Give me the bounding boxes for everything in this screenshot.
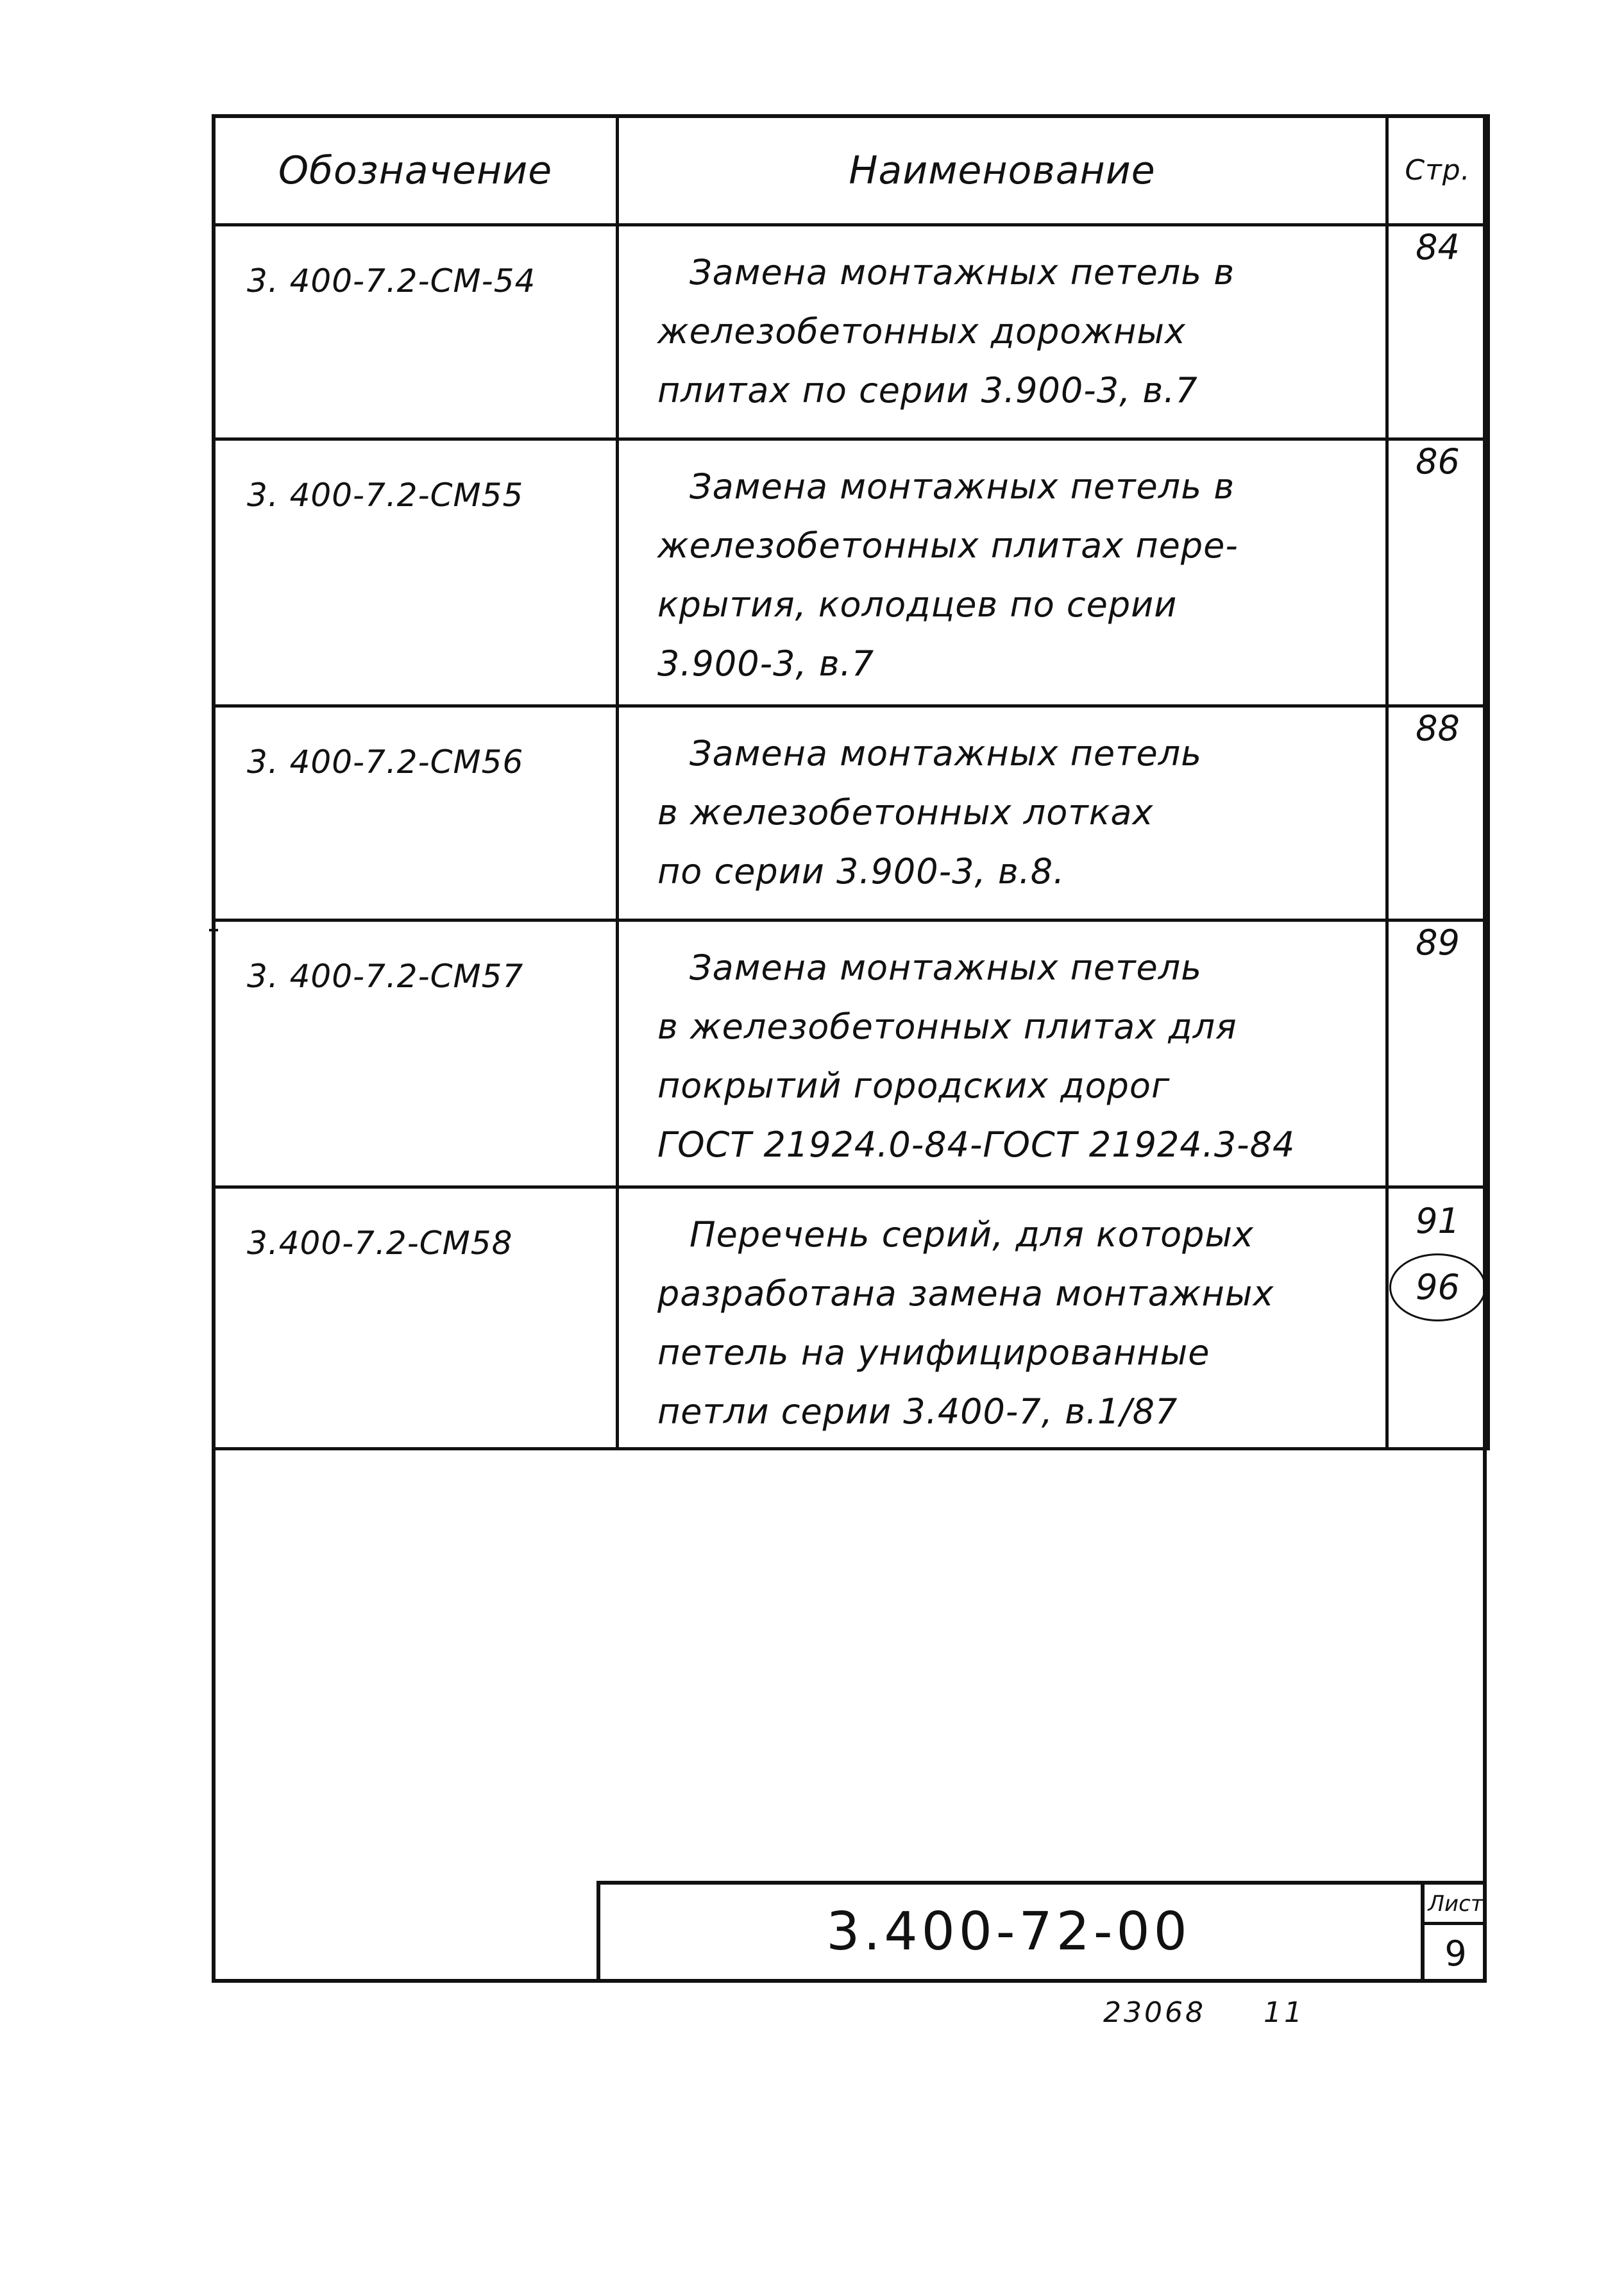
table-row [214,439,1489,706]
row-name-line: железобетонных дорожных [657,311,1186,352]
row-name-line: железобетонных плитах пере- [657,525,1239,566]
table-row [214,921,1489,1187]
row-name-line: Замена монтажных петель [689,947,1203,988]
row-page [1387,1187,1489,1449]
row-page-circled: 96 [1389,1253,1486,1321]
row-name [618,1187,1387,1449]
header-page: Стр. [1387,116,1489,225]
table-row [214,225,1489,439]
sheet-label: Лист [1425,1891,1487,1925]
row-name-line: плитах по серии 3.900-3, в.7 [657,370,1198,411]
row-name [618,225,1387,439]
inventory-number-suffix: 11 [1263,1996,1305,2029]
row-name-line: Перечень серий, для которых [689,1214,1254,1255]
row-name [618,921,1387,1187]
sheet-number: 9 [1444,1933,1467,1974]
row-name [618,439,1387,706]
row-page: 84 [1387,225,1489,439]
row-name-line: петли серии 3.400-7, в.1/87 [657,1391,1178,1432]
row-name-line: Замена монтажных петель в [689,252,1235,293]
header-name: Наименование [618,116,1387,225]
row-page: 89 [1387,921,1489,1187]
row-name-line: петель на унифицированные [657,1332,1210,1373]
row-code: 3.400-7.2-СМ58 [214,1187,618,1449]
table-row [214,1187,1489,1449]
table-row [214,706,1489,921]
row-name [618,706,1387,921]
row-code: 3. 400-7.2-СМ55 [214,439,618,706]
row-page: 88 [1387,706,1489,921]
row-name-line: разработана замена монтажных [657,1273,1274,1314]
row-page-circled-wrap [1389,1253,1486,1321]
row-name-line: 3.900-3, в.7 [657,643,875,684]
row-code: 3. 400-7.2-СМ-54 [214,225,618,439]
row-name-line: крытия, колодцев по серии [657,584,1178,625]
row-name-line: Замена монтажных петель в [689,466,1235,507]
contents-table [212,114,1490,1450]
row-page-value: 91 [1416,1201,1460,1241]
row-name-line: ГОСТ 21924.0-84-ГОСТ 21924.3-84 [657,1124,1296,1165]
row-name-line: в железобетонных плитах для [657,1006,1237,1047]
row-name-line: Замена монтажных петель [689,733,1203,774]
row-name-line: по серии 3.900-3, в.8. [657,851,1065,892]
row-page: 86 [1387,439,1489,706]
header-designation: Обозначение [214,116,618,225]
table-header-row [214,116,1489,225]
row-code: 3. 400-7.2-СМ57 [214,921,618,1187]
row-name-line: покрытий городских дорог [657,1065,1171,1106]
row-code: 3. 400-7.2-СМ56 [214,706,618,921]
page-stack [1389,1189,1486,1321]
row-name-line: в железобетонных лотках [657,792,1154,833]
inventory-number [1103,1996,1305,2029]
document-code: 3.400-72-00 [826,1901,1191,1962]
inventory-number-main: 23068 [1103,1996,1206,2029]
